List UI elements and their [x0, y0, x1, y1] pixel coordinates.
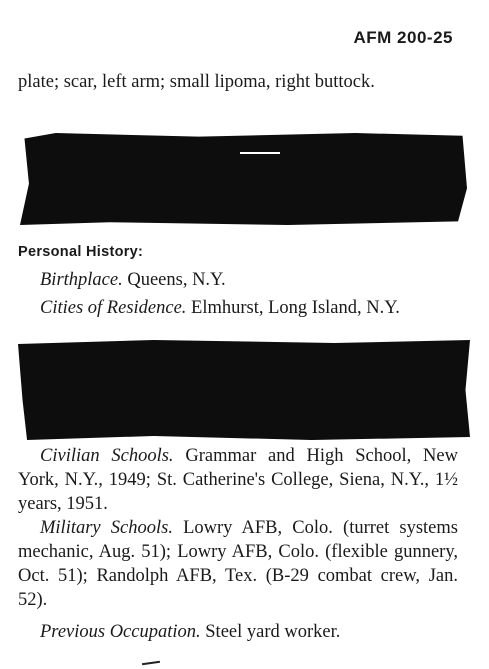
- residence-entry: [18, 296, 458, 320]
- page-header-code: AFM 200-25: [353, 28, 453, 47]
- residence-label: Cities of Residence.: [40, 298, 187, 318]
- residence-value: Elmhurst, Long Island, N.Y.: [191, 298, 400, 318]
- previous-occupation-entry: [18, 620, 458, 644]
- military-schools-label: Military Schools.: [40, 518, 173, 538]
- civilian-schools-value: Grammar and High School, New York, N.Y., 1949; St. Catherine's College, Siena, N.Y., 1½ years, 1951.: [18, 446, 458, 514]
- section-heading: Personal History:: [18, 244, 144, 260]
- civilian-schools-label: Civilian Schools.: [40, 446, 174, 466]
- civilian-schools-entry: [18, 444, 458, 516]
- birthplace-label: Birthplace.: [40, 270, 123, 290]
- previous-occupation-label: Previous Occupation.: [40, 622, 201, 642]
- birthplace-value: Queens, N.Y.: [127, 270, 226, 290]
- birthplace-entry: [18, 268, 458, 292]
- stray-pen-mark: [142, 661, 160, 665]
- redaction-block: [20, 133, 467, 225]
- redaction-block: [18, 340, 470, 440]
- military-schools-entry: [18, 516, 458, 612]
- military-schools-value: Lowry AFB, Colo. (turret systems mechanic, Aug. 51); Lowry AFB, Colo. (flexible gunnery, Oct. 51); Randolph AFB, Tex. (B-29 combat crew, Jan. 52).: [18, 518, 458, 610]
- intro-paragraph: plate; scar, left arm; small lipoma, right buttock.: [18, 72, 375, 92]
- previous-occupation-value: Steel yard worker.: [205, 622, 341, 642]
- redaction-speck: [240, 152, 280, 154]
